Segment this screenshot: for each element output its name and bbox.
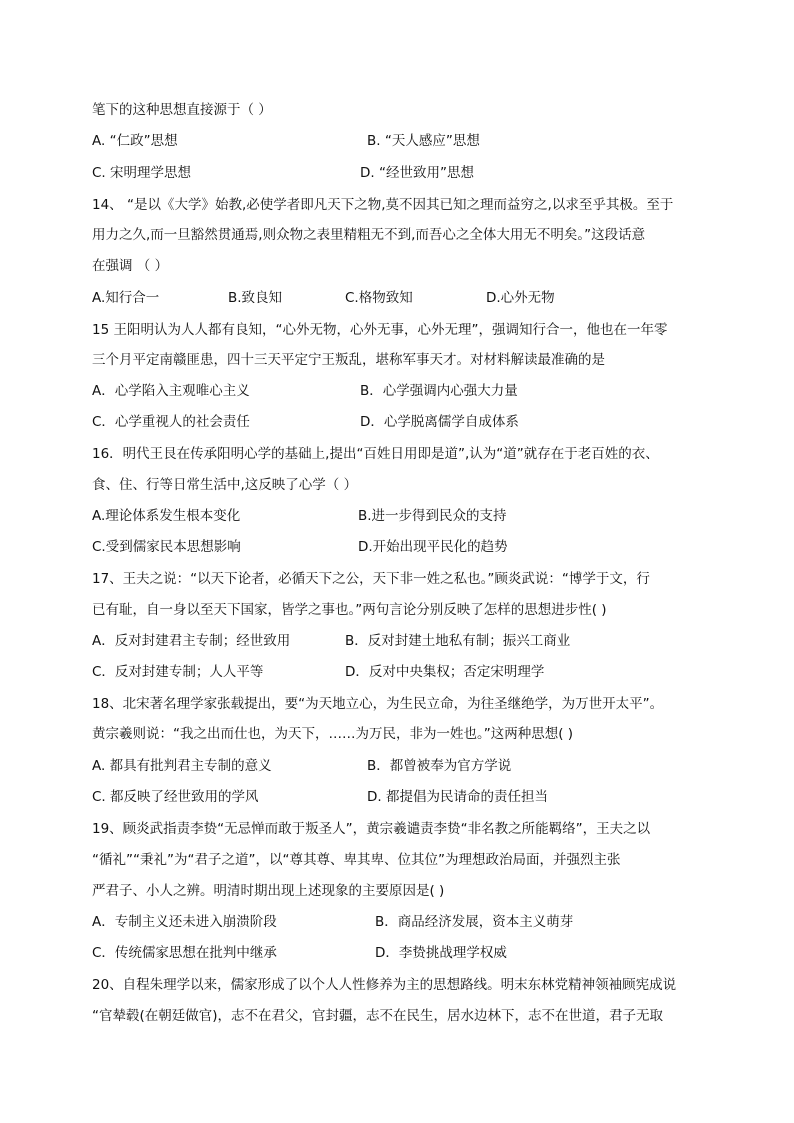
q13-option-c: C. 宋明理学思想 [92, 165, 192, 181]
q16-option-b: B.进一步得到民众的支持 [358, 508, 507, 524]
q13-option-b: B. “天人感应”思想 [367, 133, 480, 149]
q16-option-a: A.理论体系发生根本变化 [92, 508, 241, 524]
q17-option-d: D．反对中央集权；否定宋明理学 [345, 664, 545, 680]
q17-stem-line-1: 17、王夫之说：“以天下论者，必循天下之公，天下非一姓之私也。”顾炎武说：“博学于文，行 [92, 571, 650, 587]
q14-option-c: C.格物致知 [345, 290, 413, 306]
q15-option-b: B．心学强调内心强大力量 [360, 383, 518, 399]
q17-option-c: C．反对封建专制；人人平等 [92, 664, 264, 680]
q18-option-b: B．都曾被奉为官方学说 [367, 758, 512, 774]
q15-option-d: D．心学脱离儒学自成体系 [360, 414, 519, 430]
q16-stem-line-1: 16．明代王艮在传承阳明心学的基础上,提出“百姓日用即是道”,认为“道”就存在于老百姓的衣、 [92, 446, 659, 462]
q18-stem-line-2: 黄宗羲则说：“我之出而仕也，为天下，……为万民，非为一姓也。”这两种思想( ) [92, 726, 574, 742]
q14-stem-line-3: 在强调 （ ） [92, 258, 169, 274]
q20-stem-line-1: 20、自程朱理学以来，儒家形成了以个人人性修养为主的思想路线。明末东林党精神领袖顾宪成说 [92, 977, 677, 993]
q19-option-a: A．专制主义还未进入崩溃阶段 [92, 914, 277, 930]
q19-stem-line-1: 19、顾炎武指责李贽“无忌惮而敢于叛圣人”，黄宗羲谴责李贽“非名教之所能羁络”，王夫之以 [92, 821, 651, 837]
q17-stem-line-2: 已有耻，自一身以至天下国家，皆学之事也。”两句言论分别反映了怎样的思想进步性( ) [92, 602, 607, 618]
q15-option-c: C．心学重视人的社会责任 [92, 414, 250, 430]
q17-option-a: A．反对封建君主专制；经世致用 [92, 633, 291, 649]
q18-option-d: D. 都提倡为民请命的责任担当 [367, 789, 548, 805]
q19-stem-line-3: 严君子、小人之辨。明清时期出现上述现象的主要原因是( ) [92, 883, 445, 899]
q14-option-d: D.心外无物 [486, 290, 555, 306]
q13-option-d: D. “经世致用”思想 [360, 165, 474, 181]
q19-option-b: B．商品经济发展，资本主义萌芽 [375, 914, 574, 930]
q20-stem-line-2: “官辇毂(在朝廷做官)，志不在君父，官封疆，志不在民生，居水边林下，志不在世道，君子无取 [92, 1008, 664, 1024]
q15-stem-line-2: 三个月平定南赣匪患，四十三天平定宁王叛乱，堪称军事天才。对材料解读最准确的是 [92, 352, 605, 368]
q14-option-a: A.知行合一 [92, 290, 160, 306]
q15-option-a: A．心学陷入主观唯心主义 [92, 383, 250, 399]
q19-stem-line-2: “循礼”“秉礼”为“君子之道”，以“尊其尊、卑其卑、位其位”为理想政治局面，并强烈主张 [92, 852, 621, 868]
q13-option-a: A. “仁政”思想 [92, 133, 178, 149]
q14-option-b: B.致良知 [228, 290, 283, 306]
q19-option-c: C．传统儒家思想在批判中继承 [92, 945, 277, 961]
q13-stem-tail: 笔下的这种思想直接源于（ ） [92, 102, 272, 118]
q16-option-c: C.受到儒家民本思想影响 [92, 539, 241, 555]
q16-option-d: D.开始出现平民化的趋势 [358, 539, 508, 555]
q18-stem-line-1: 18、北宋著名理学家张载提出，要“为天地立心，为生民立命，为往圣继绝学，为万世开太平”。 [92, 696, 664, 712]
q15-stem-line-1: 15 王阳明认为人人都有良知，“心外无物，心外无事，心外无理”，强调知行合一，他也在一年零 [92, 322, 668, 338]
q17-option-b: B．反对封建土地私有制；振兴工商业 [345, 633, 571, 649]
q14-stem-line-1: 14、 “是以《大学》始教,必使学者即凡天下之物,莫不因其已知之理而益穷之,以求至乎其极。至于 [92, 197, 674, 213]
q19-option-d: D．李贽挑战理学权威 [375, 945, 507, 961]
q18-option-a: A. 都具有批判君主专制的意义 [92, 758, 272, 774]
q16-stem-line-2: 食、住、行等日常生活中,这反映了心学（ ） [92, 477, 358, 493]
q14-stem-line-2: 用力之久,而一旦豁然贯通焉,则众物之表里精粗无不到,而吾心之全体大用无不明矣。”这段话意 [92, 227, 646, 243]
q18-option-c: C. 都反映了经世致用的学风 [92, 789, 259, 805]
